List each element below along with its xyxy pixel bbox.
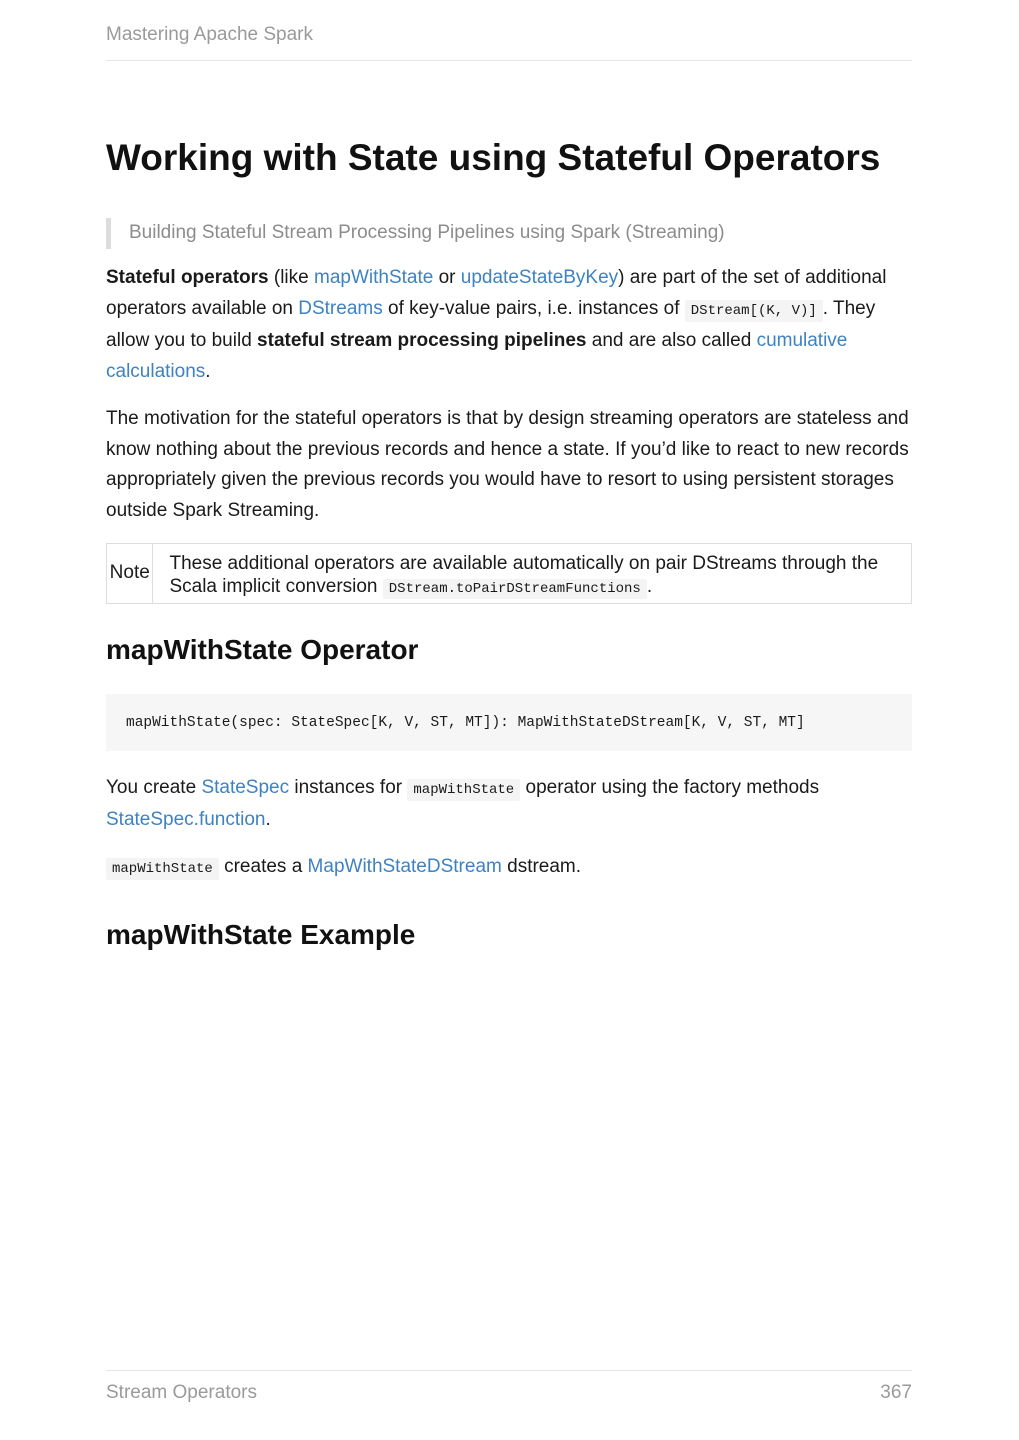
header-divider bbox=[106, 60, 912, 61]
running-header: Mastering Apache Spark bbox=[106, 24, 314, 45]
note-box bbox=[106, 543, 912, 604]
page-content bbox=[106, 134, 912, 979]
inline-code: mapWithState bbox=[106, 858, 219, 880]
code-block: mapWithState(spec: StateSpec[K, V, ST, MT]): MapWithStateDStream[K, V, ST, MT] bbox=[106, 694, 912, 751]
motivation-paragraph: The motivation for the stateful operators is that by design streaming operators are stateless and know nothing about the previous records and hence a state. If you’d like to react to new records appropriately given the previous records you would have to resort to using persistent storages outside Spark Streaming. bbox=[106, 407, 909, 521]
link-statespec-function[interactable]: StateSpec.function bbox=[106, 809, 266, 831]
bold-text: Stateful operators bbox=[106, 267, 269, 288]
subtitle-blockquote: Building Stateful Stream Processing Pipelines using Spark (Streaming) bbox=[106, 218, 912, 249]
link-cumulative-calculations[interactable]: cumulative calculations bbox=[106, 330, 848, 383]
link-dstreams[interactable]: DStreams bbox=[298, 297, 383, 319]
intro-paragraph: Stateful operators (like mapWithState or updateStateByKey) are part of the set of additional operators available on DStreams of key-value pairs, i.e. instances of DStream[(K, V)] . They allow you to build stateful stream processing pipelines and are also called cumulative calculations. bbox=[106, 267, 887, 383]
section-heading-mapwithstate-example: mapWithState Example bbox=[106, 918, 416, 950]
link-updatestatebykey[interactable]: updateStateByKey bbox=[460, 267, 619, 288]
link-mapwithstate[interactable]: mapWithState bbox=[314, 267, 434, 288]
inline-code: DStream.toPairDStreamFunctions bbox=[383, 579, 647, 599]
link-statespec[interactable]: StateSpec bbox=[201, 776, 290, 798]
page-title: Working with State using Stateful Operators bbox=[106, 137, 881, 178]
inline-code: DStream[(K, V)] bbox=[685, 300, 823, 322]
page-number: 367 bbox=[880, 1382, 912, 1403]
link-mapwithstatedstream[interactable]: MapWithStateDStream bbox=[307, 856, 502, 878]
bold-text: stateful stream processing pipelines bbox=[257, 330, 587, 352]
statespec-paragraph: You create StateSpec instances for mapWithState operator using the factory methods StateSpec.function. bbox=[106, 776, 820, 831]
mapwithstatedstream-paragraph: mapWithState creates a MapWithStateDStream dstream. bbox=[106, 852, 912, 885]
inline-code: mapWithState bbox=[407, 779, 520, 801]
note-label: Note bbox=[107, 544, 153, 603]
section-heading-mapwithstate-operator: mapWithState Operator bbox=[106, 633, 419, 665]
note-body: These additional operators are available automatically on pair DStreams through the Scala implicit conversion DStream.toPairDStreamFunctions . bbox=[169, 552, 879, 597]
footer-section-name: Stream Operators bbox=[106, 1382, 257, 1403]
footer-divider bbox=[106, 1370, 912, 1371]
